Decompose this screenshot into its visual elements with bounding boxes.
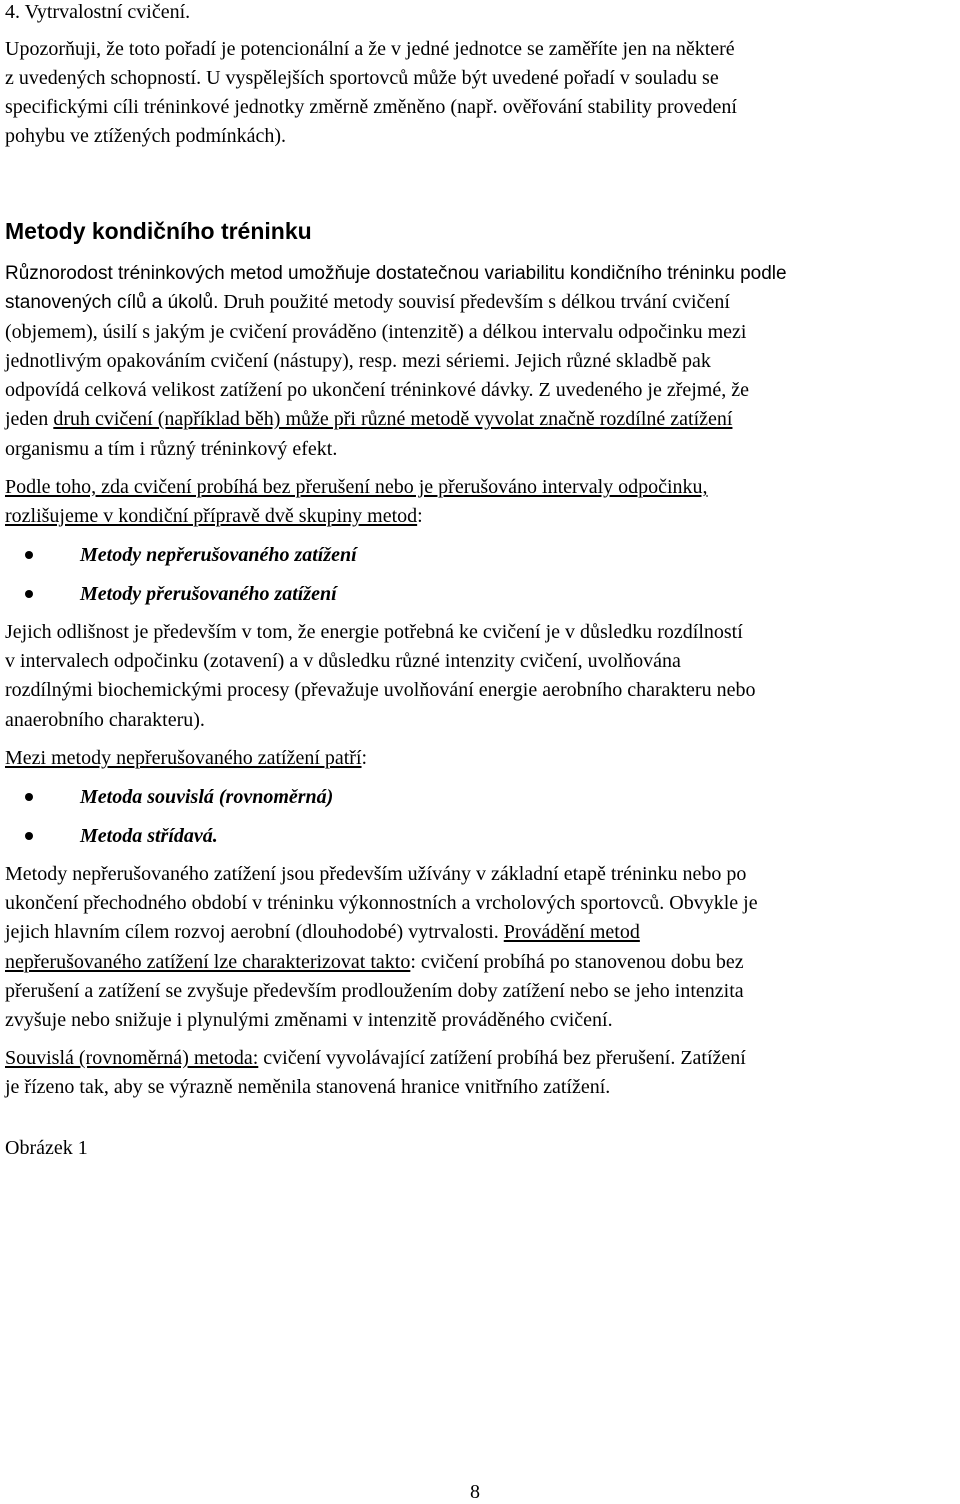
para4-underlined: Mezi metody nepřerušovaného zatížení patří [5,747,362,769]
method-item-continuous: Metoda souvislá (rovnoměrná) [80,786,334,808]
para5-line-4b: : cvičení probíhá po stanovenou dobu bez [410,951,744,973]
para2-line-2-end: : [417,505,423,527]
bullet-icon [25,551,33,559]
para2-line-2-underlined: rozlišujeme v kondiční přípravě dvě skupiny metod [5,505,418,527]
intro-line-1: Upozorňuji, že toto pořadí je potencionální a že v jedné jednotce se zaměříte jen na některé [5,38,735,60]
para1-line-7: organismu a tím i různý tréninkový efekt. [5,438,338,460]
para1-line-1: Různorodost tréninkových metod umožňuje dostatečnou variabilitu kondičního tréninku podle [5,263,787,284]
figure-label: Obrázek 1 [5,1137,88,1159]
intro-line-3: specifickými cíli tréninkové jednotky změrně změněno (např. ověřování stability provedení [5,96,737,118]
para5-line-4-underlined: nepřerušovaného zatížení lze charakterizovat takto [5,951,411,973]
para1-line-6 [5,407,732,431]
para1-line-4b: Jejich různé skladbě pak [509,350,711,372]
para1-line-2 [5,290,730,315]
para2-line-1-underlined: Podle toho, zda cvičení probíhá bez přerušení nebo je přerušováno intervaly odpočinku, [5,476,708,498]
para5-line-1: Metody nepřerušovaného zatížení jsou především užívány v základní etapě tréninku nebo po [5,863,747,885]
para6-line-1-underlined: Souvislá (rovnoměrná) metoda: [5,1047,259,1069]
para4-end: : [361,747,368,769]
method-item-alternating: Metoda střídavá. [80,825,218,847]
para1-line-2a: stanovených cílů a úkolů. [5,292,219,313]
para5-line-4 [5,950,744,974]
para5-line-6: zvyšuje nebo snižuje i plynulými změnami v intenzitě prováděného cvičení. [5,1009,613,1031]
bullet-icon [25,832,33,840]
para3-line-3: rozdílnými biochemickými procesy (převažuje uvolňování energie aerobního charakteru nebo [5,679,756,701]
para3-line-4: anaerobního charakteru). [5,709,205,731]
para2-line-1 [5,475,708,499]
para1-line-2b: Druh použité metody souvisí především s délkou trvání cvičení [218,291,730,313]
para1-line-4a: jednotlivým opakováním cvičení (nástupy), resp. mezi sériemi. [5,350,510,372]
section-heading: Metody kondičního tréninku [5,218,312,244]
para1-line-5b: Z uvedeného je zřejmé, že [533,379,749,401]
para1-line-6a: jeden [5,408,54,430]
bullet-icon [25,590,33,598]
para3-line-2: v intervalech odpočinku (zotavení) a v důsledku různé intenzity cvičení, uvolňována [5,650,681,672]
para3-line-1: Jejich odlišnost je především v tom, že energie potřebná ke cvičení je v důsledku rozdílností [5,621,743,643]
para1-line-6-underlined: druh cvičení (například běh) může při různé metodě vyvolat značně rozdílné zatížení [53,408,733,430]
para1-line-5a: odpovídá celková velikost zatížení po ukončení tréninkové dávky. [5,379,534,401]
intro-line-2: z uvedených schopností. U vyspělejších sportovců může být uvedené pořadí v souladu se [5,67,719,89]
para5-line-2: ukončení přechodného období v tréninku výkonnostních a vrcholových sportovců. Obvykle je [5,892,758,914]
para1-line-4 [5,349,711,373]
list-item-endurance: 4. Vytrvalostní cvičení. [5,1,191,23]
para6-line-2: je řízeno tak, aby se výrazně neměnila stanovená hranice vnitřního zatížení. [5,1076,611,1098]
para5-line-3a: jejich hlavním cílem rozvoj aerobní (dlouhodobé) vytrvalosti. [5,921,504,943]
page-number: 8 [470,1481,480,1503]
para5-line-5: přerušení a zatížení se zvyšuje především prodloužením doby zatížení nebo se jeho intenzita [5,980,744,1002]
intro-line-4: pohybu ve ztížených podmínkách). [5,125,287,147]
para4-line-1 [5,746,367,770]
group-item-continuous: Metody nepřerušovaného zatížení [80,544,357,566]
para2-line-2 [5,504,423,528]
bullet-icon [25,793,33,801]
para1-line-3: (objemem), úsilí s jakým je cvičení prováděno (intenzitě) a délkou intervalu odpočinku mezi [5,321,747,343]
para5-line-3 [5,920,640,944]
para6-line-1b: cvičení vyvolávající zatížení probíhá bez přerušení. Zatížení [258,1047,746,1069]
para5-line-3-underlined: Provádění metod [503,921,640,943]
para1-line-5 [5,378,749,402]
group-item-interrupted: Metody přerušovaného zatížení [80,583,337,605]
para6-line-1 [5,1046,746,1070]
